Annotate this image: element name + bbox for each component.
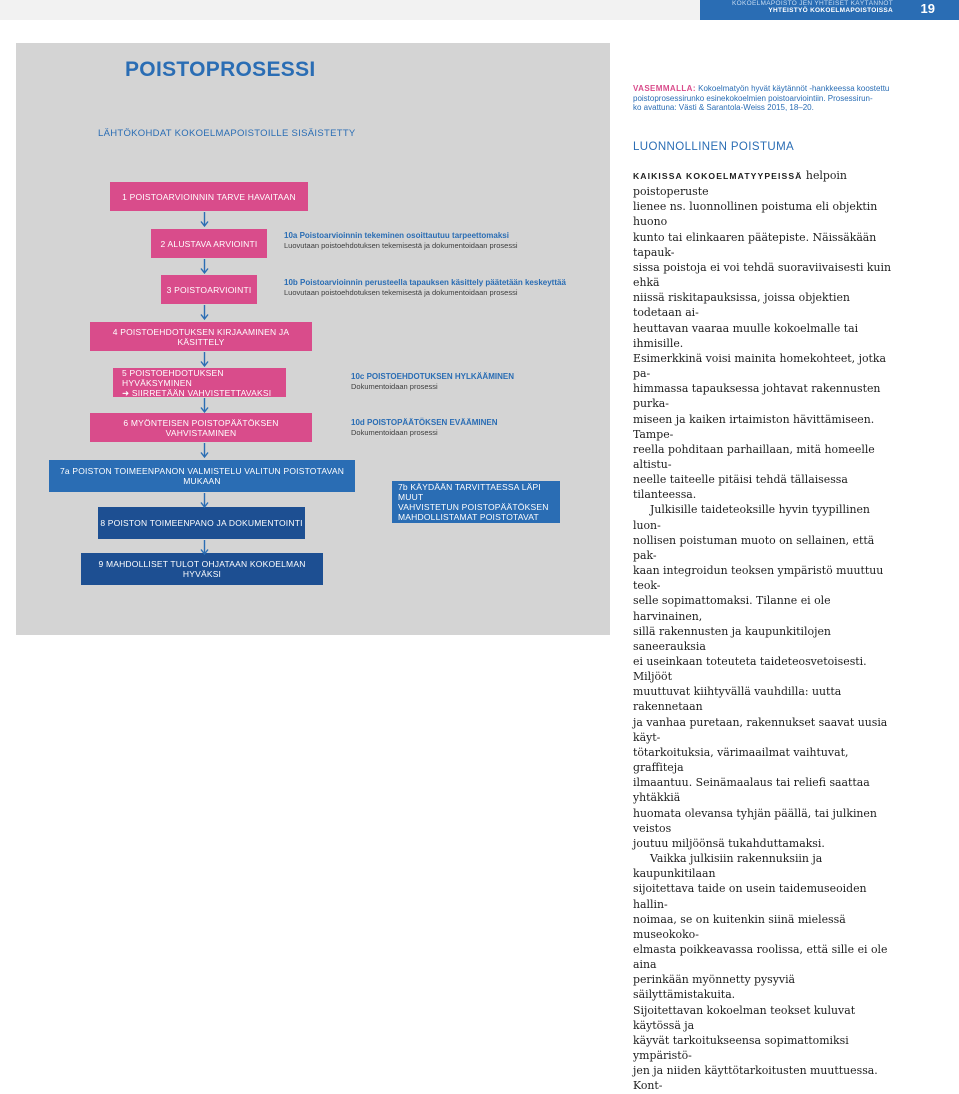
step-3-label: 3 POISTOARVIOINTI <box>166 284 252 295</box>
body-line: tötarkoituksia, värimaailmat vaihtuvat, graffiteja <box>633 745 849 775</box>
body-line: käyvät tarkoitukseensa sopimattomiksi ympäristö- <box>633 1033 849 1063</box>
body-line: nollisen poistuman muoto on sellainen, että pak- <box>633 533 875 562</box>
body-line: sillä rakennusten ja kaupunkitilojen saneerauksia <box>633 624 831 653</box>
step-2-label: 2 ALUSTAVA ARVIOINTI <box>160 238 258 249</box>
body-line: perinkään myönnetty pysyviä säilyttämistakuita. <box>633 973 796 1002</box>
body-line: Sijoitettavan kokoelman teokset kuluvat käytössä ja <box>633 1003 856 1032</box>
step-2-box <box>151 229 267 258</box>
body-line: reella pohditaan parhaillaan, mitä homeelle altistu- <box>633 442 875 471</box>
body-line: kunto tai elinkaaren päätepiste. Näissäkään tapauk- <box>633 230 877 259</box>
body-line <box>633 168 898 199</box>
note-10c <box>351 372 571 392</box>
body-line: Esimerkkinä voisi mainita homekohteet, jotka pa- <box>633 351 886 381</box>
diagram-subtitle: LÄHTÖKOHDAT KOKOELMAPOISTOILLE SISÄISTETTY <box>98 128 356 139</box>
body-line: ilmaantuu. Seinämaalaus tai reliefi saattaa yhtäkkiä <box>633 776 870 805</box>
arrow-down-icon <box>200 352 209 368</box>
body-line: jen ja niiden käyttötarkoitusten muuttuessa. Kont- <box>633 1064 878 1093</box>
arrow-down-icon <box>200 212 209 228</box>
body-line: ja vanhaa puretaan, rakennukset saavat uusia käyt- <box>633 715 888 744</box>
step-4-label: 4 POISTOEHDOTUKSEN KIRJAAMINEN JA KÄSITTELY <box>112 326 290 347</box>
arrow-down-icon <box>200 493 209 509</box>
step-7b-label-line2: VAHVISTETUN POISTOPÄÄTÖKSEN <box>398 502 549 512</box>
step-8-label: 8 POISTON TOIMEENPANO JA DOKUMENTOINTI <box>100 518 303 528</box>
body-line: niissä riskitapauksissa, joissa objektien todetaan ai- <box>633 291 850 320</box>
body-line: sijoitettava taide on usein taidemuseoiden hallin- <box>633 882 867 911</box>
note-10a-text: Luovutaan poistoehdotuksen tekemisestä ja dokumentoidaan prosessi <box>284 241 518 250</box>
body-line: selle sopimattomaksi. Tilanne ei ole harvinainen, <box>633 594 831 623</box>
step-4-box <box>90 322 312 351</box>
diagram-title: POISTOPROSESSI <box>125 58 316 81</box>
note-10d-title: 10d POISTOPÄÄTÖKSEN EVÄÄMINEN <box>351 418 498 427</box>
step-7a-box <box>49 460 355 492</box>
caption-line-3: ko avattuna: Västi & Sarantola-Weiss 2015, 18–20. <box>633 103 814 113</box>
step-6-label: 6 MYÖNTEISEN POISTOPÄÄTÖKSEN VAHVISTAMINEN <box>123 417 279 438</box>
body-line: Vaikka julkisiin rakennuksiin ja kaupunkitilaan <box>633 852 823 881</box>
note-10a <box>284 231 574 251</box>
arrow-down-icon <box>200 305 209 321</box>
lead-label: KAIKISSA KOKOELMATYYPEISSÄ <box>633 171 803 181</box>
arrow-down-icon <box>200 398 209 414</box>
body-line: elmasta poikkeavassa roolissa, että sille ei ole aina <box>633 942 888 972</box>
note-10a-title: 10a Poistoarvioinnin tekeminen osoittautuu tarpeettomaksi <box>284 231 509 240</box>
step-5-sublabel: ➜ SIIRRETÄÄN VAHVISTETTAVAKSI <box>122 387 272 398</box>
arrow-down-icon <box>200 443 209 459</box>
step-1-label: 1 POISTOARVIOINNIN TARVE HAVAITAAN <box>122 191 296 202</box>
step-1-box <box>110 182 308 211</box>
body-line: muuttuvat kiihtyvällä vauhdilla: uutta rakennetaan <box>633 685 842 714</box>
note-10d-text: Dokumentoidaan prosessi <box>351 428 438 437</box>
step-7b-label-line1: 7b KÄYDÄÄN TARVITTAESSA LÄPI MUUT <box>398 482 541 502</box>
page-header <box>0 0 959 20</box>
step-7b-box <box>392 481 560 523</box>
page-number: 19 <box>920 1 935 16</box>
arrow-down-icon <box>200 540 209 556</box>
body-line: lienee ns. luonnollinen poistuma eli objektin huono <box>633 200 878 229</box>
caption-line-1: Kokoelmatyön hyvät käytännöt -hankkeessa koostettu <box>695 84 890 93</box>
figure-caption <box>633 84 897 113</box>
caption-line-2: poistoprosessirunko esinekokoelmien poistoarviointiin. Prosessirun- <box>633 93 873 103</box>
header-section-title: YHTEISTYÖ KOKOELMAPOISTOISSA <box>768 7 893 14</box>
note-10c-title: 10c POISTOEHDOTUKSEN HYLKÄÄMINEN <box>351 372 514 381</box>
body-line: himmassa tapauksessa johtavat rakennusten purka- <box>633 382 881 411</box>
step-8-box <box>98 507 305 539</box>
body-line: heuttavan vaaraa muulle kokoelmalle tai ihmisille. <box>633 321 859 350</box>
note-10b <box>284 278 584 298</box>
step-9-box <box>81 553 323 585</box>
note-10b-text: Luovutaan poistoehdotuksen tekemisestä ja dokumentoidaan prosessi <box>284 288 518 297</box>
step-5-box <box>113 368 286 397</box>
header-running-title: KOKOELMAPOISTO JEN YHTEISET KÄYTÄNNÖT <box>732 0 893 7</box>
body-line: noimaa, se on kuitenkin siinä mielessä museokoko- <box>633 912 846 941</box>
body-line: kaan integroidun teoksen ympäristö muuttuu teok- <box>633 564 884 593</box>
body-line: Julkisille taideteoksille hyvin tyypillinen luon- <box>633 503 870 532</box>
body-line-text: helpoin poistoperuste <box>633 169 847 199</box>
body-line: miseen ja kaiken irtaimiston hävittämiseen. Tampe- <box>633 412 875 441</box>
note-10b-title: 10b Poistoarvioinnin perusteella tapauksen käsittely päätetään keskeyttää <box>284 278 566 287</box>
step-7a-label: 7a POISTON TOIMEENPANON VALMISTELU VALITUN POISTOTAVAN MUKAAN <box>59 466 345 486</box>
body-text <box>633 168 898 1094</box>
body-line: joutuu miljöönsä tukahduttamaksi. <box>633 836 825 850</box>
section-heading: LUONNOLLINEN POISTUMA <box>633 141 795 153</box>
body-line: huomata olevansa tyhjän päällä, tai julkinen veistos <box>633 806 877 835</box>
note-10d <box>351 418 571 438</box>
step-5-label: 5 POISTOEHDOTUKSEN HYVÄKSYMINEN <box>122 367 224 388</box>
step-7b-label-line3: MAHDOLLISTAMAT POISTOTAVAT <box>398 512 539 522</box>
step-9-label: 9 MAHDOLLISET TULOT OHJATAAN KOKOELMAN HYVÄKSI <box>98 559 306 579</box>
body-line: ei useinkaan toteuteta taideteosvetoisesti. Miljööt <box>633 655 867 684</box>
caption-label: VASEMMALLA: <box>633 84 696 93</box>
step-6-box <box>90 413 312 442</box>
arrow-down-icon <box>200 259 209 275</box>
body-line: sissa poistoja ei voi tehdä suoraviivaisesti kuin ehkä <box>633 260 892 290</box>
body-line: neelle taiteelle pitäisi tehdä tällaisessa tilanteessa. <box>633 473 848 502</box>
step-3-box <box>161 275 257 304</box>
note-10c-text: Dokumentoidaan prosessi <box>351 382 438 391</box>
